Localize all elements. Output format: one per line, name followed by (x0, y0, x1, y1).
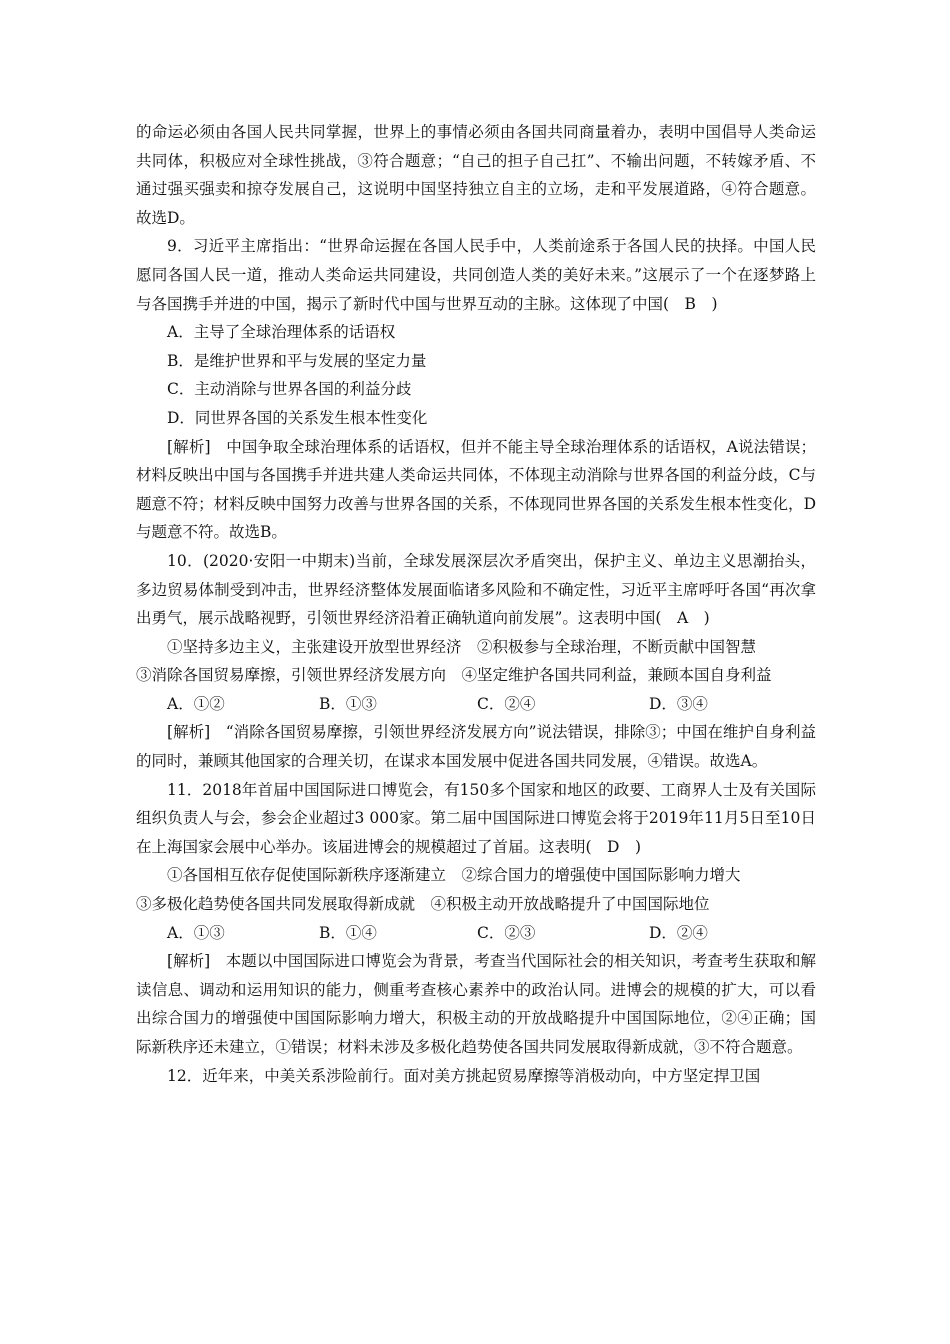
question-10: 10．(2020·安阳一中期末)当前，全球发展深层次矛盾突出，保护主义、单边主义思潮抬头，多边贸易体制受到冲击，世界经济整体发展面临诸多风险和不确定性，习近平主席呼吁各国“再次拿出勇气，展示战略视野，引领世界经济沿着正确轨道向前发展”。这表明中国( A ) (136, 551, 816, 628)
question-12: 12．近年来，中美关系涉险前行。面对美方挑起贸易摩擦等消极动向，中方坚定捍卫国 (167, 1066, 761, 1085)
document-body (136, 118, 816, 1090)
continued-explanation: 的命运必须由各国人民共同掌握，世界上的事情必须由各国共同商量着办，表明中国倡导人类命运共同体，积极应对全球性挑战，③符合题意；“自己的担子自己扛”、不输出问题，不转嫁矛盾、不通过强买强卖和掠夺发展自己，这说明中国坚持独立自主的立场，走和平发展道路，④符合题意。故选D。 (136, 123, 816, 227)
question-9-option-c: C．主动消除与世界各国的利益分歧 (167, 380, 412, 399)
question-11-option-b: B．①④ (319, 923, 377, 942)
question-9-option-a: A．主导了全球治理体系的话语权 (167, 323, 396, 342)
question-9-explanation: [解析] 中国争取全球治理体系的话语权，但并不能主导全球治理体系的话语权，A说法错误；材料反映出中国与各国携手并进共建人类命运共同体，不体现主动消除与世界各国的利益分歧，C与题意不符；材料反映中国努力改善与世界各国的关系，不体现同世界各国的关系发生根本性变化，D与题意不符。故选B。 (136, 437, 816, 542)
question-11-options (136, 919, 816, 948)
question-10-options (136, 690, 816, 719)
question-9-option-d: D．同世界各国的关系发生根本性变化 (167, 408, 428, 427)
question-10-option-b: B．①③ (319, 694, 377, 713)
question-11-explanation: [解析] 本题以中国国际进口博览会为背景，考查当代国际社会的相关知识，考查考生获取和解读信息、调动和运用知识的能力，侧重考查核心素养中的政治认同。进博会的规模的扩大，可以看出综合国力的增强使中国国际影响力增大，积极主动的开放战略提升中国国际地位，②④正确；国际新秩序还未建立，①错误；材料未涉及多极化趋势使各国共同发展取得新成就，③不符合题意。 (136, 952, 816, 1056)
question-11-option-a: A．①③ (167, 923, 225, 942)
question-11-option-c: C．②③ (477, 923, 536, 942)
question-10-statements-2: ③消除各国贸易摩擦，引领世界经济发展方向 ④坚定维护各国共同利益，兼顾本国自身利益 (136, 666, 772, 685)
question-10-explanation: [解析] “消除各国贸易摩擦，引领世界经济发展方向”说法错误，排除③；中国在维护自身利益的同时，兼顾其他国家的合理关切，在谋求本国发展中促进各国共同发展，④错误。故选A。 (136, 723, 816, 771)
question-11-option-d: D．②④ (649, 923, 708, 942)
question-11-statements-2: ③多极化趋势使各国共同发展取得新成就 ④积极主动开放战略提升了中国国际地位 (136, 895, 710, 914)
question-10-option-c: C．②④ (477, 694, 536, 713)
question-9-option-b: B．是维护世界和平与发展的坚定力量 (167, 351, 427, 370)
question-11: 11．2018年首届中国国际进口博览会，有150多个国家和地区的政要、工商界人士及有关国际组织负责人与会，参会企业超过3 000家。第二届中国国际进口博览会将于2019年11月5日至10日在上海国家会展中心举办。该届进博会的规模超过了首届。这表明( D ) (136, 780, 816, 856)
question-10-option-d: D．③④ (649, 694, 708, 713)
question-10-option-a: A．①② (167, 694, 225, 713)
question-11-statements-1: ①各国相互依存促使国际新秩序逐渐建立 ②综合国力的增强使中国国际影响力增大 (167, 866, 741, 885)
question-10-statements-1: ①坚持多边主义，主张建设开放型世界经济 ②积极参与全球治理，不断贡献中国智慧 (167, 637, 757, 656)
question-9: 9．习近平主席指出：“世界命运握在各国人民手中，人类前途系于各国人民的抉择。中国人民愿同各国人民一道，推动人类命运共同建设，共同创造人类的美好未来。”这展示了一个在逐梦路上与各国携手并进的中国，揭示了新时代中国与世界互动的主脉。这体现了中国( B ) (136, 237, 816, 313)
